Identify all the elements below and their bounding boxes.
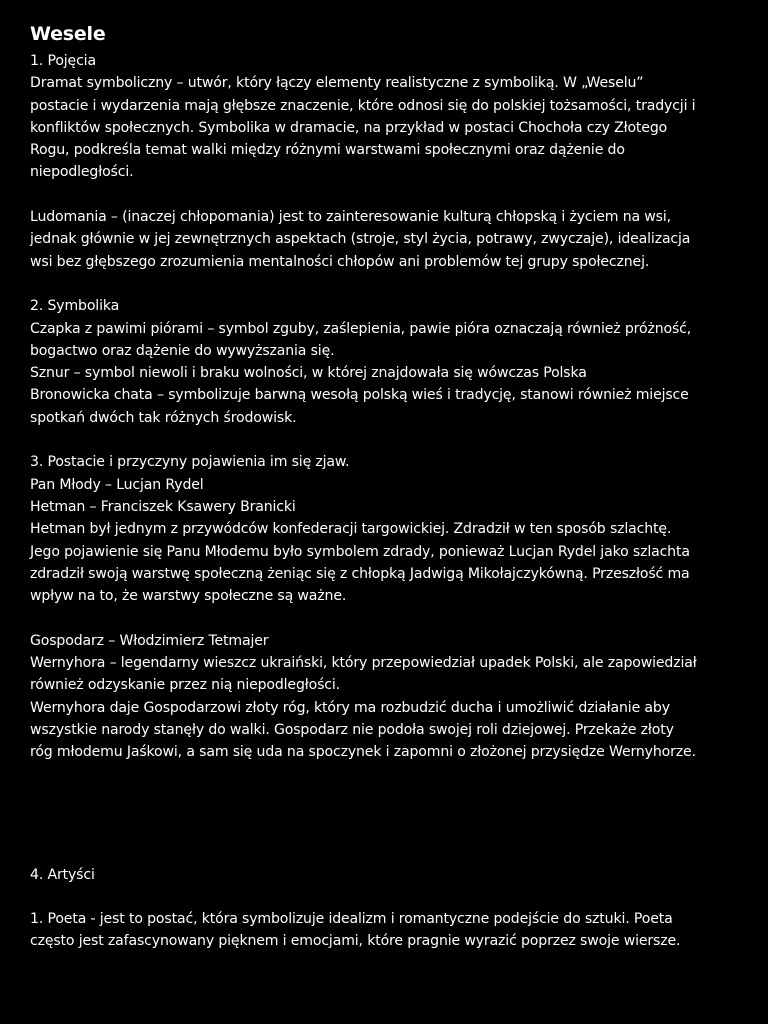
text-line: również odzyskanie przez nią niepodległości. — [30, 677, 340, 694]
note-page — [30, 18, 750, 953]
blank-line — [30, 184, 750, 206]
text-line: róg młodemu Jaśkowi, a sam się uda na spoczynek i zapomni o złożonej przysiędze Wernyhorze. — [30, 744, 696, 761]
text-line: jednak głównie w jej zewnętrznych aspektach (stroje, styl życia, potrawy, zwyczaje), idealizacja — [30, 231, 691, 248]
text-line: Wernyhora – legendarny wieszcz ukraiński, który przepowiedział upadek Polski, ale zapowiedział — [30, 655, 697, 672]
note-body[interactable] — [30, 50, 750, 953]
section-heading-postacie: 3. Postacie i przyczyny pojawienia im się zjaw. — [30, 454, 350, 471]
text-line: Rogu, podkreśla temat walki między różnymi warstwami społecznymi oraz dążenie do — [30, 142, 625, 159]
text-line: spotkań dwóch tak różnych środowisk. — [30, 409, 297, 426]
section-heading-pojecia: 1. Pojęcia — [30, 53, 96, 69]
text-line: postacie i wydarzenia mają głębsze znaczenie, które odnosi się do polskiej tożsamości, tradycji i — [30, 97, 696, 114]
text-line: Jego pojawienie się Panu Młodemu było symbolem zdrady, ponieważ Lucjan Rydel jako szlachta — [30, 543, 690, 560]
text-line: Hetman – Franciszek Ksawery Branicki — [30, 498, 296, 515]
section-heading-symbolika: 2. Symbolika — [30, 298, 120, 315]
text-line: bogactwo oraz dążenie do wywyższania się. — [30, 342, 335, 359]
empty-gap — [30, 764, 750, 864]
text-line: zdradził swoją warstwę społeczną żeniąc się z chłopką Jadwigą Mikołajczykówną. Przeszłość ma — [30, 565, 690, 582]
note-title: Wesele — [30, 23, 106, 45]
text-line: wszystkie narody stanęły do walki. Gospodarz nie podoła swojej roli dziejowej. Przekaże złoty — [30, 721, 674, 738]
section-heading-artysci: 4. Artyści — [30, 866, 95, 883]
text-line: wsi bez głębszego zrozumienia mentalności chłopów ani problemów tej grupy społecznej. — [30, 253, 650, 270]
text-line: Pan Młody – Lucjan Rydel — [30, 476, 204, 493]
text-line: wpływ na to, że warstwy społeczne są ważne. — [30, 588, 347, 605]
text-line: konfliktów społecznych. Symbolika w dramacie, na przykład w postaci Chochoła czy Złotego — [30, 119, 668, 136]
text-line: Ludomania – (inaczej chłopomania) jest to zainteresowanie kulturą chłopską i życiem na wsi, — [30, 209, 671, 226]
blank-line — [30, 886, 750, 908]
text-line: Sznur – symbol niewoli i braku wolności, w której znajdowała się wówczas Polska — [30, 365, 587, 382]
text-line: Bronowicka chata – symbolizuje barwną wesołą polską wieś i tradycję, stanowi również miejsce — [30, 387, 689, 404]
blank-line — [30, 273, 750, 295]
blank-line — [30, 429, 750, 451]
blank-line — [30, 607, 750, 629]
text-line: Gospodarz – Włodzimierz Tetmajer — [30, 632, 269, 649]
text-line: niepodległości. — [30, 164, 134, 181]
text-line: Dramat symboliczny – utwór, który łączy elementy realistyczne z symboliką. W „Weselu” — [30, 75, 644, 92]
text-line: często jest zafascynowany pięknem i emocjami, które pragnie wyrazić poprzez swoje wiersze. — [30, 933, 681, 950]
text-line: Hetman był jednym z przywódców konfederacji targowickiej. Zdradził w ten sposób szlachtę. — [30, 521, 672, 538]
text-line: Wernyhora daje Gospodarzowi złoty róg, który ma rozbudzić ducha i umożliwić działanie aby — [30, 699, 670, 716]
text-line: 1. Poeta - jest to postać, która symbolizuje idealizm i romantyczne podejście do sztuki. Poeta — [30, 911, 673, 928]
text-line: Czapka z pawimi piórami – symbol zguby, zaślepienia, pawie pióra oznaczają również próżność, — [30, 320, 692, 337]
